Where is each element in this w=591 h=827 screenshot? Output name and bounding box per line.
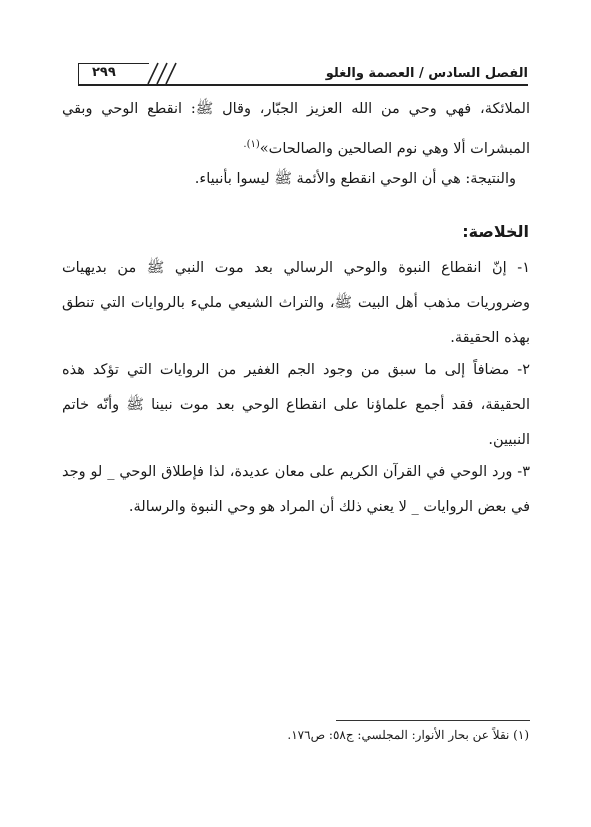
summary-item-3: ٣- ورد الوحي في القرآن الكريم على معان عديدة، لذا فإطلاق الوحي _ لو وجد في بعض الروايات _ لا يعني ذلك أن المراد هو وحي النبوة والرسالة. <box>62 464 530 515</box>
paragraph-conclusion: والنتيجة: هي أن الوحي انقطع والأئمة ﷺ ليسوا بأنبياء. <box>194 171 516 187</box>
footnote-1: (١) نقلاً عن بحار الأنوار: المجلسي: ج٥٨: ص١٧٦. <box>287 728 529 742</box>
summary-heading: الخلاصة: <box>462 222 529 241</box>
page-number: ٢٩٩ <box>92 65 116 80</box>
paragraph-quote-end <box>62 92 530 167</box>
summary-item-2: ٢- مضافاً إلى ما سبق من وجود الجم الغفير من الروايات التي تؤكد هذه الحقيقة، فقد أجمع علماؤنا على انقطاع الوحي بعد موت نبينا ﷺ وأنّه خاتم النبيين. <box>62 362 530 448</box>
footnote-separator <box>336 720 530 721</box>
header-ornament-slashes <box>142 62 182 86</box>
footnote-ref: (١). <box>243 139 260 150</box>
paragraph-text: الملائكة، فهي وحي من الله العزيز الجبّار، وقال ﷺ: انقطع الوحي وبقي المبشرات ألا وهي نوم الصالحين والصالحات» <box>62 101 530 157</box>
summary-item-1: ١- إنّ انقطاع النبوة والوحي الرسالي بعد موت النبي ﷺ من بديهيات وضروريات مذهب أهل البيت ﷺ، والتراث الشيعي مليء بالروايات التي تنطق بهذه الحقيقة. <box>62 260 530 346</box>
running-header <box>78 63 528 89</box>
header-rule <box>78 84 528 86</box>
chapter-title: الفصل السادس / العصمة والغلو <box>325 66 528 81</box>
